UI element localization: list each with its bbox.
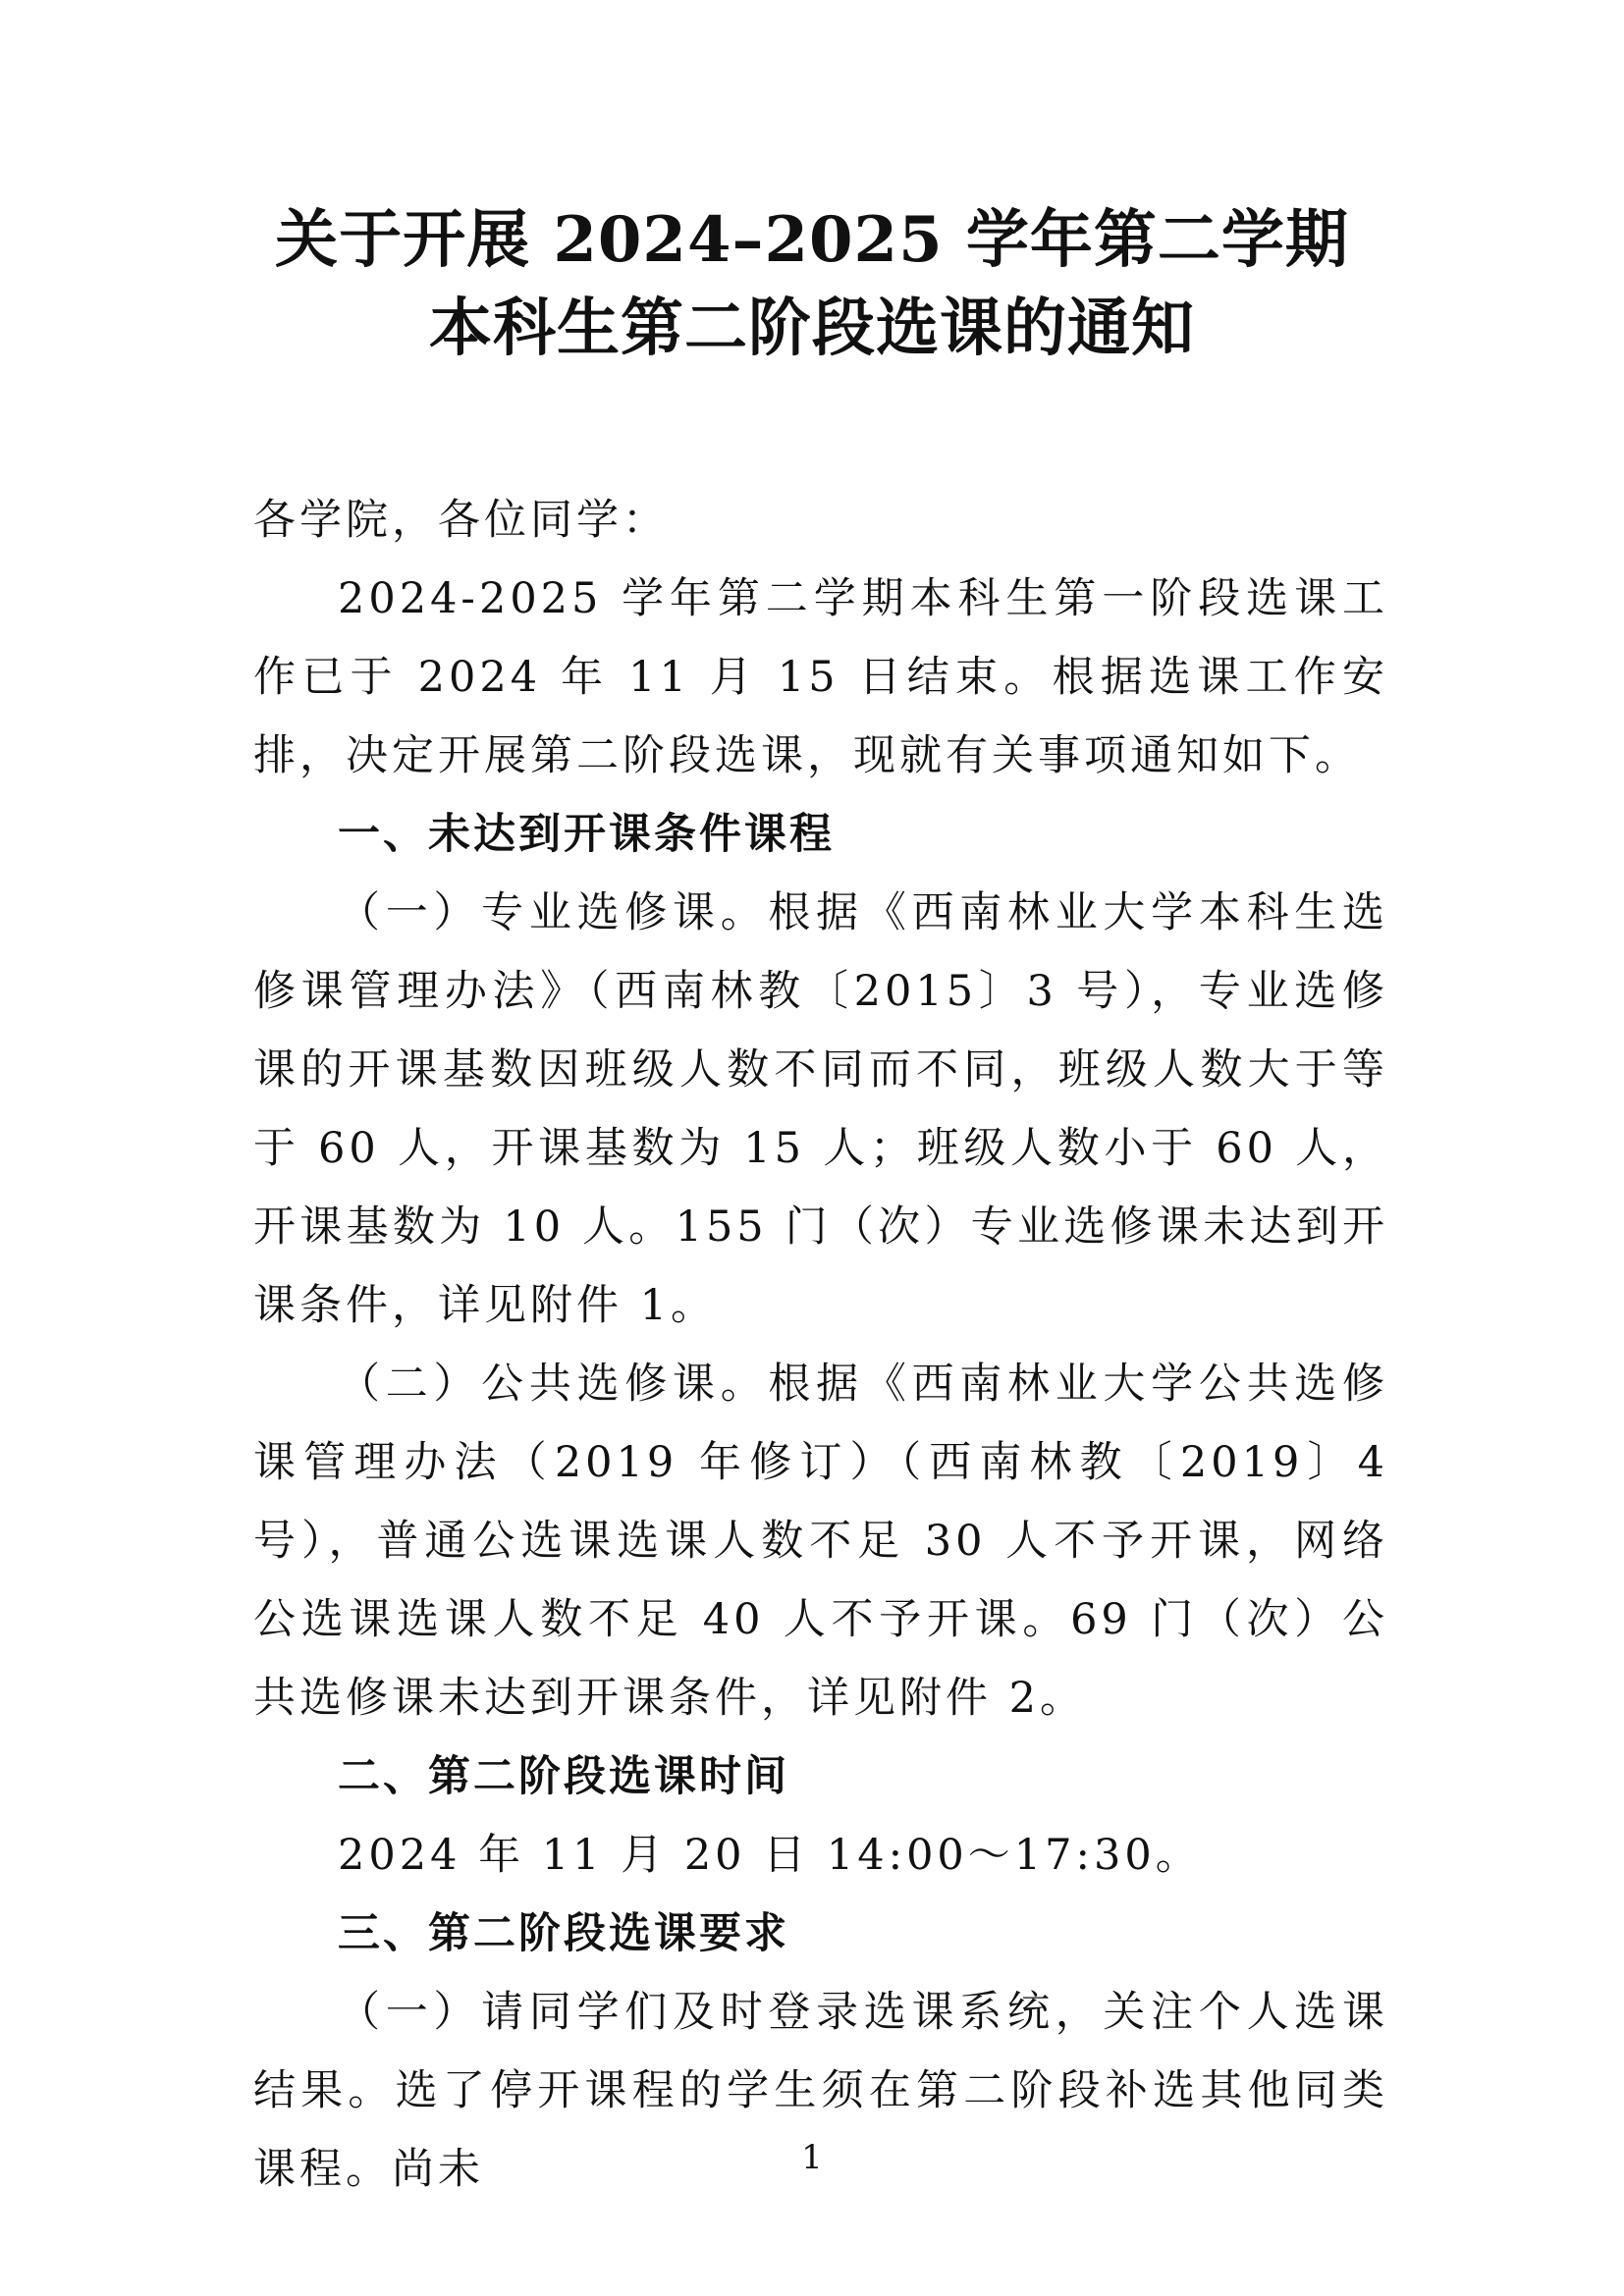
salutation: 各学院，各位同学： xyxy=(253,496,669,545)
section-1-paragraph-2: （二）公共选修课。根据《西南林业大学公共选修课管理办法（2019 年修订）（西南林教〔2019〕4 号），普通公选课选课人数不足 30 人不予开课，网络公选课选课人数不足 40 人不予开课。69 门（次）公共选修课未达到开课条件，详见附件 2。 xyxy=(253,1360,1388,1723)
title-line-1: 关于开展 2024–2025 学年第二学期 xyxy=(275,203,1349,277)
title-line-2: 本科生第二阶段选课的通知 xyxy=(429,292,1195,365)
page-number: 1 xyxy=(801,2138,823,2177)
section-1-paragraph-1: （一）专业选修课。根据《西南林业大学本科生选修课管理办法》（西南林教〔2015〕3 号），专业选修课的开课基数因班级人数不同而不同，班级人数大于等于 60 人，开课基数为 15 人；班级人数小于 60 人，开课基数为 10 人。155 门（次）专业选修课未达到开课条件，详见附件 1。 xyxy=(253,888,1388,1330)
section-3-heading: 三、第二阶段选课要求 xyxy=(338,1909,789,1958)
section-1-heading: 一、未达到开课条件课程 xyxy=(338,810,835,859)
section-3-paragraph-1: （一）请同学们及时登录选课系统，关注个人选课结果。选了停开课程的学生须在第二阶段补选其他同类课程。尚未 xyxy=(253,1988,1388,2194)
section-2-heading: 二、第二阶段选课时间 xyxy=(338,1752,789,1801)
section-2-paragraph-1: 2024 年 11 月 20 日 14:00～17:30。 xyxy=(338,1831,1202,1880)
document-title xyxy=(0,196,1624,373)
intro-paragraph: 2024-2025 学年第二学期本科生第一阶段选课工作已于 2024 年 11 月 15 日结束。根据选课工作安排，决定开展第二阶段选课，现就有关事项通知如下。 xyxy=(253,574,1388,780)
document-body xyxy=(253,481,1388,2209)
